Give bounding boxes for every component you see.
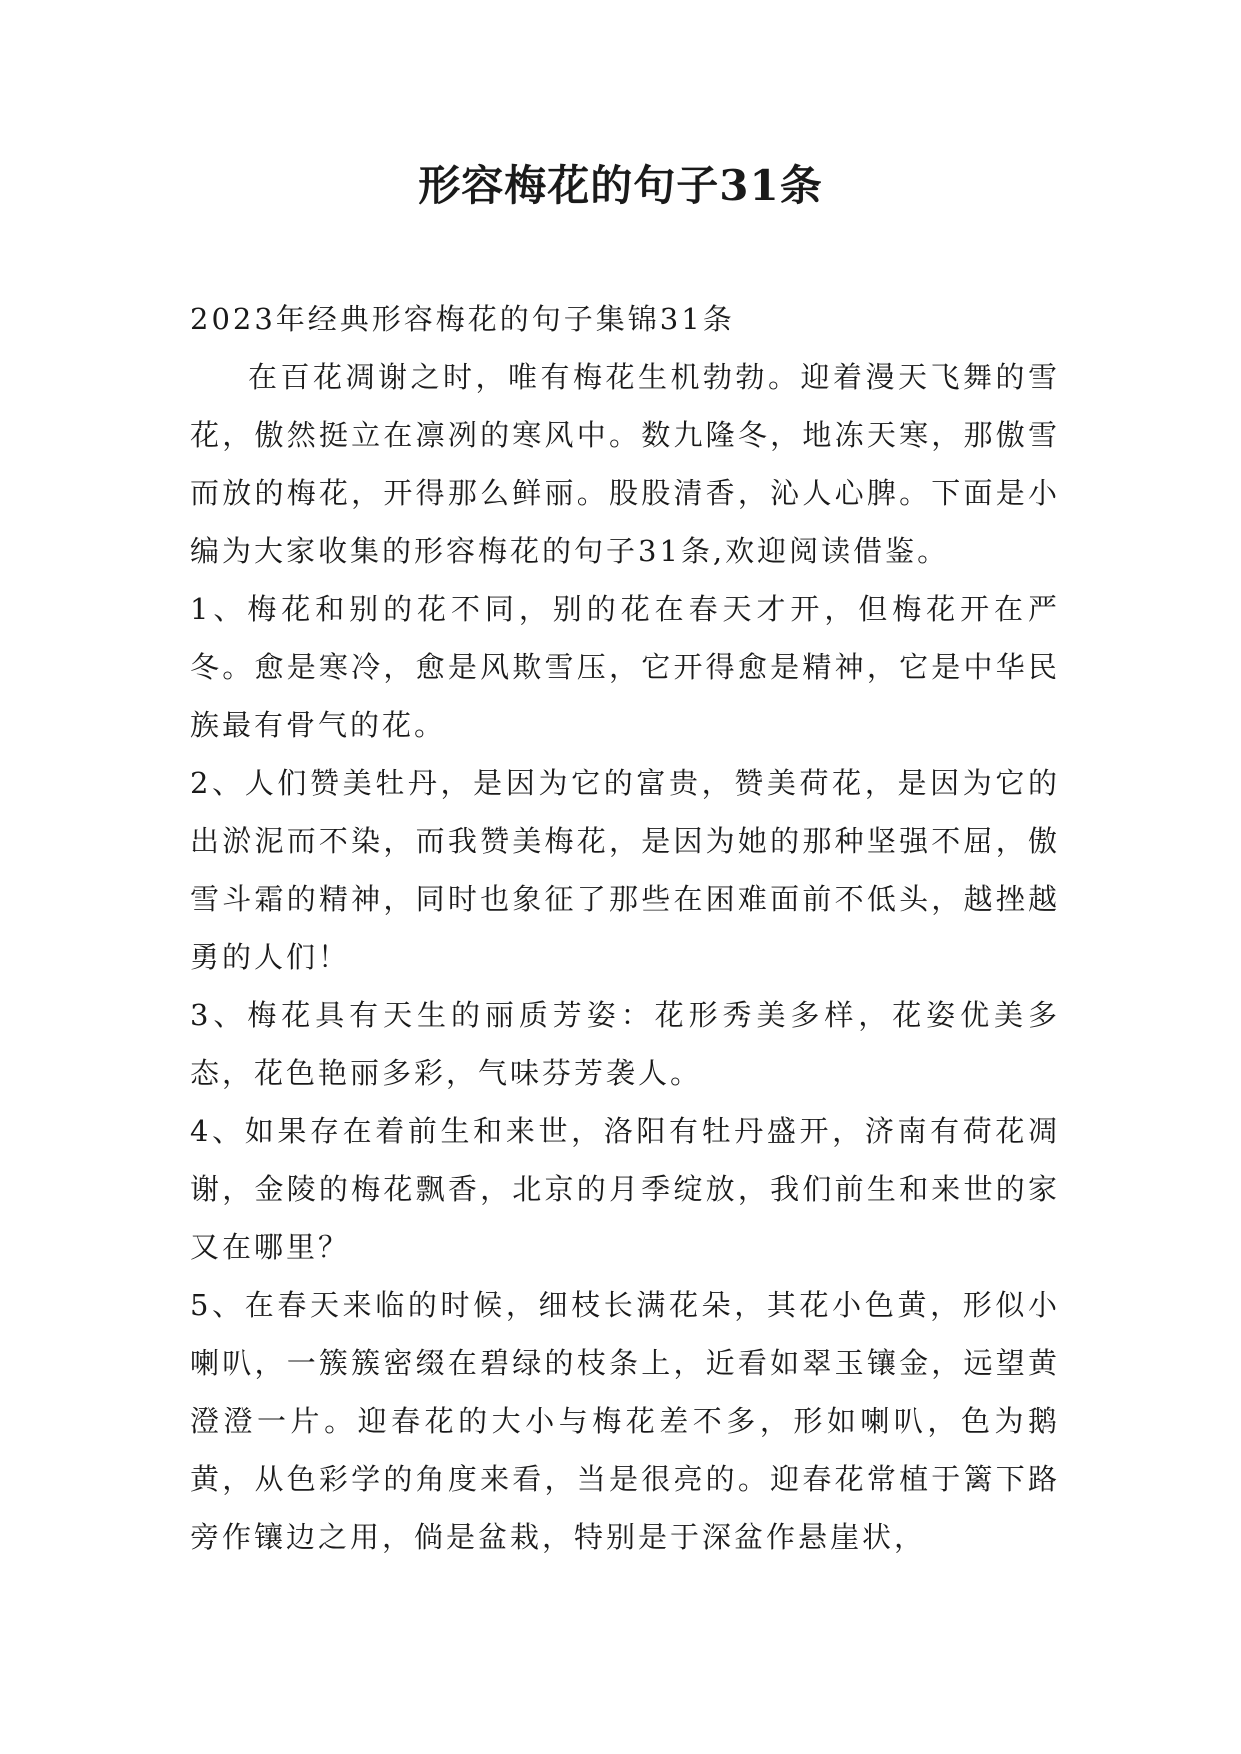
list-item: 5、在春天来临的时候，细枝长满花朵，其花小色黄，形似小喇叭，一簇簇密缀在碧绿的枝条上，近看如翠玉镶金，远望黄澄澄一片。迎春花的大小与梅花差不多，形如喇叭，色为鹅黄，从色彩学的角度来看，当是很亮的。迎春花常植于篱下路旁作镶边之用，倘是盆栽，特别是于深盆作悬崖状，: [190, 1288, 1060, 1554]
list-item: 2、人们赞美牡丹，是因为它的富贵，赞美荷花，是因为它的出淤泥而不染，而我赞美梅花，是因为她的那种坚强不屈，傲雪斗霜的精神，同时也象征了那些在困难面前不低头，越挫越勇的人们！: [190, 766, 1060, 974]
document-title: 形容梅花的句子31条: [418, 161, 823, 210]
intro-paragraph: 在百花凋谢之时，唯有梅花生机勃勃。迎着漫天飞舞的雪花，傲然挺立在凛冽的寒风中。数九隆冬，地冻天寒，那傲雪而放的梅花，开得那么鲜丽。股股清香，沁人心脾。下面是小编为大家收集的形容梅花的句子31条,欢迎阅读借鉴。: [190, 360, 1060, 568]
list-item: 1、梅花和别的花不同，别的花在春天才开，但梅花开在严冬。愈是寒冷，愈是风欺雪压，它开得愈是精神，它是中华民族最有骨气的花。: [190, 592, 1060, 742]
document-subtitle: 2023年经典形容梅花的句子集锦31条: [190, 302, 735, 336]
list-item: 3、梅花具有天生的丽质芳姿：花形秀美多样，花姿优美多态，花色艳丽多彩，气味芬芳袭人。: [190, 998, 1060, 1090]
list-item: 4、如果存在着前生和来世，洛阳有牡丹盛开，济南有荷花凋谢，金陵的梅花飘香，北京的月季绽放，我们前生和来世的家又在哪里？: [190, 1114, 1060, 1264]
document-body: [190, 290, 1060, 1566]
